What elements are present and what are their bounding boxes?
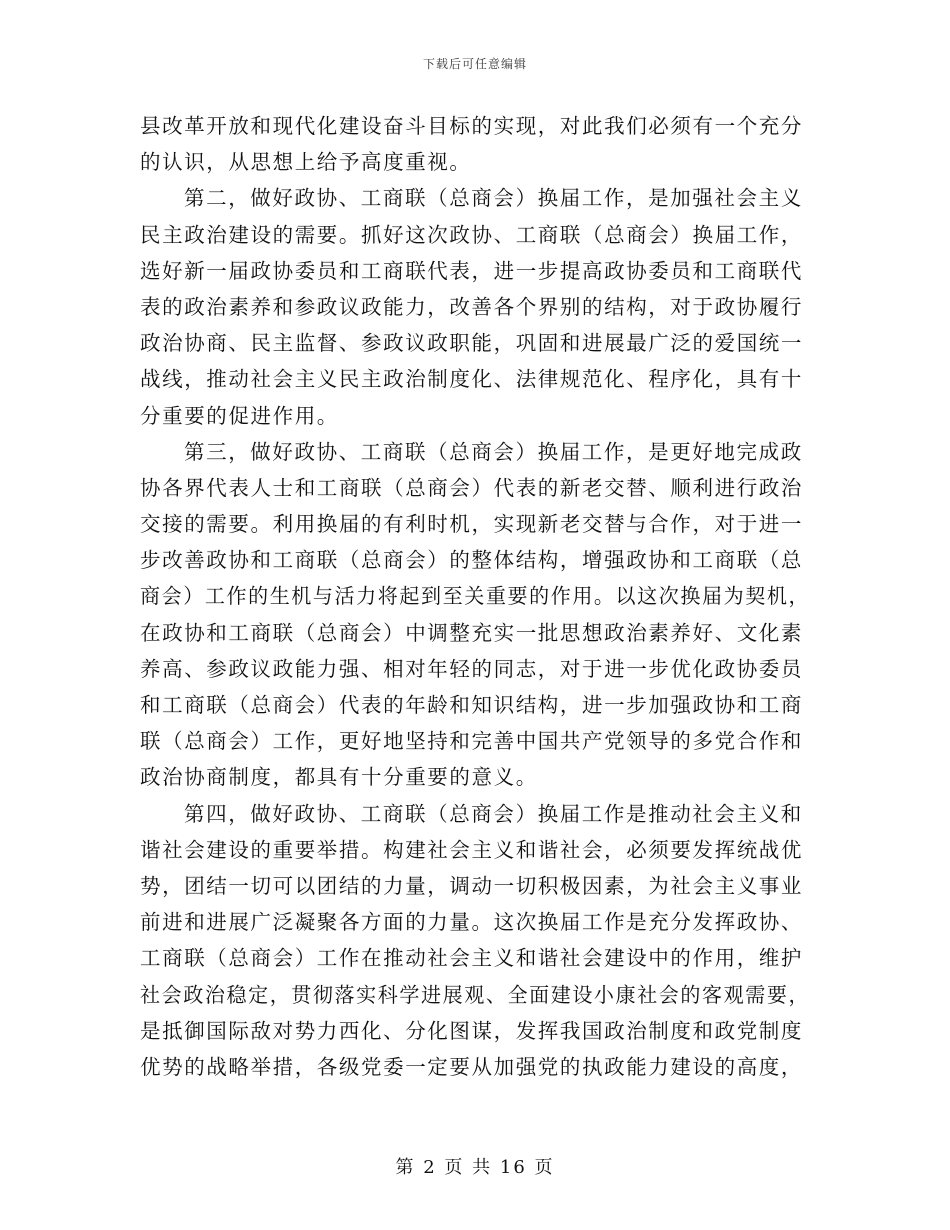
text-line: 县改革开放和现代化建设奋斗目标的实现，对此我们必须有一个充分 <box>140 114 803 138</box>
footer-page-number: 2 <box>423 1157 437 1178</box>
body-text <box>140 108 810 1085</box>
text-line: 工商联（总商会）工作在推动社会主义和谐社会建设中的作用，维护 <box>140 946 803 971</box>
footer-suffix: 页 <box>534 1157 555 1178</box>
text-line: 选好新一届政协委员和工商联代表，进一步提高政协委员和工商联代 <box>140 258 803 283</box>
text-line: 养高、参政议政能力强、相对年轻的同志，对于进一步优化政协委员 <box>140 656 803 681</box>
text-line: 的认识，从思想上给予高度重视。 <box>140 150 472 175</box>
page-footer <box>0 1153 950 1179</box>
text-line: 势，团结一切可以团结的力量，调动一切积极因素，为社会主义事业 <box>140 873 803 898</box>
text-line: 优势的战略举措，各级党委一定要从加强党的执政能力建设的高度， <box>140 1054 803 1079</box>
footer-total-pages: 16 <box>499 1157 527 1178</box>
text-line: 第二，做好政协、工商联（总商会）换届工作，是加强社会主义 <box>184 186 803 211</box>
page-header: 下载后可任意编辑 <box>422 57 527 71</box>
text-line: 政治协商、民主监督、参政议政职能，巩固和进展最广泛的爱国统一 <box>140 331 803 356</box>
text-line: 联（总商会）工作，更好地坚持和完善中国共产党领导的多党合作和 <box>140 729 803 754</box>
text-line: 分重要的促进作用。 <box>140 403 339 428</box>
text-line: 社会政治稳定，贯彻落实科学进展观、全面建设小康社会的客观需要， <box>140 982 811 1007</box>
text-line: 表的政治素养和参政议政能力，改善各个界别的结构，对于政协履行 <box>140 294 803 319</box>
text-line: 商会）工作的生机与活力将起到至关重要的作用。以这次换届为契机， <box>140 584 811 609</box>
text-line: 第四，做好政协、工商联（总商会）换届工作是推动社会主义和 <box>184 801 803 826</box>
text-line: 战线，推动社会主义民主政治制度化、法律规范化、程序化，具有十 <box>140 367 803 392</box>
text-line: 步改善政协和工商联（总商会）的整体结构，增强政协和工商联（总 <box>140 548 803 573</box>
text-line: 在政协和工商联（总商会）中调整充实一批思想政治素养好、文化素 <box>140 620 803 645</box>
text-line: 协各界代表人士和工商联（总商会）代表的新老交替、顺利进行政治 <box>140 475 803 500</box>
footer-prefix: 第 <box>395 1157 416 1178</box>
text-line: 政治协商制度，都具有十分重要的意义。 <box>140 765 538 790</box>
text-line: 民主政治建设的需要。抓好这次政协、工商联（总商会）换届工作， <box>140 222 803 247</box>
footer-middle: 页 共 <box>444 1157 493 1178</box>
text-line: 第三，做好政协、工商联（总商会）换届工作，是更好地完成政 <box>184 439 803 464</box>
text-line: 前进和进展广泛凝聚各方面的力量。这次换届工作是充分发挥政协、 <box>140 910 803 935</box>
text-line: 和工商联（总商会）代表的年龄和知识结构，进一步加强政协和工商 <box>140 693 803 717</box>
text-line: 谐社会建设的重要举措。构建社会主义和谐社会，必须要发挥统战优 <box>140 837 803 862</box>
text-line: 交接的需要。利用换届的有利时机，实现新老交替与合作，对于进一 <box>140 512 803 537</box>
text-line: 是抵御国际敌对势力西化、分化图谋，发挥我国政治制度和政党制度 <box>140 1018 803 1043</box>
